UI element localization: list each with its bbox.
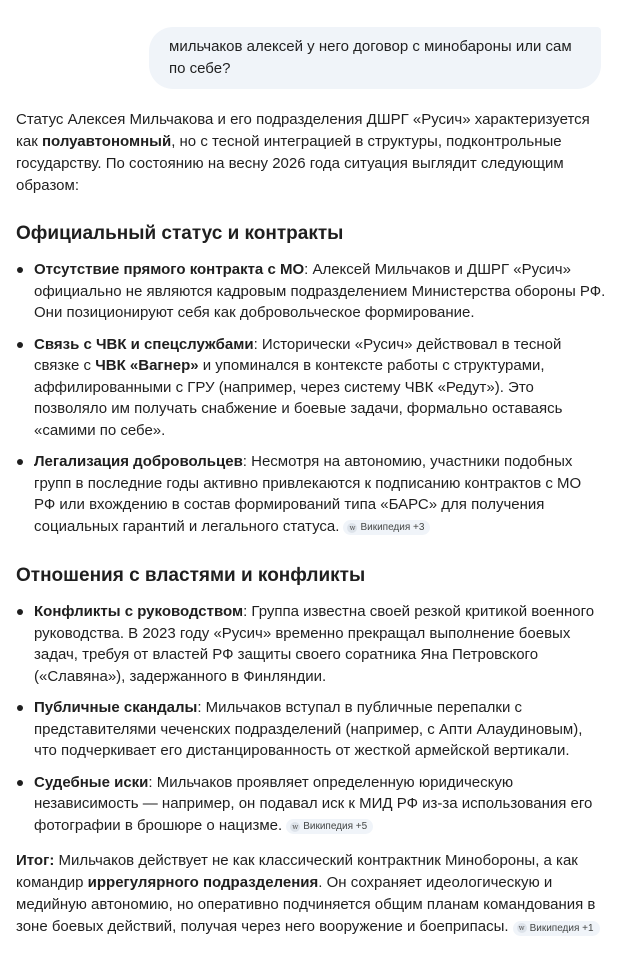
intro-text-end: , но с тесной интеграцией в структуры, подконтрольные государству. По состоянию на весну 2026 года ситуация выглядит следующим образом:	[16, 133, 564, 194]
assistant-answer	[16, 109, 606, 938]
answer-intro	[16, 109, 606, 197]
bullet-dot	[17, 609, 23, 615]
summary-bold: иррегулярного подразделения	[87, 874, 319, 891]
list-item	[16, 259, 606, 324]
list-item-title: Конфликты с руководством	[34, 603, 244, 620]
summary-text-end: . Он сохраняет идеологическую и медийную автономию, но оперативно подчиняется общим планам командования в зоне боевых действий, получая через него вооружение и боеприпасы.	[16, 874, 596, 935]
answer-summary	[16, 850, 606, 938]
list-item-title: Связь с ЧВК и спецслужбами	[34, 335, 254, 353]
section-heading-relations: Отношения с властями и конфликты	[16, 565, 366, 586]
bullet-dot	[17, 780, 23, 786]
wikipedia-icon: w	[292, 822, 299, 831]
list-item-title: Судебные иски	[34, 773, 149, 791]
list-item-text-end: и упоминался в контексте работы с структурами, аффилированными с ГРУ (например, через систему ЧВК «Редут»). Это позволяло им получать снабжение и боевые задачи, формально оставаясь «самими по себе».	[34, 357, 563, 439]
bullet-dot	[17, 267, 23, 273]
wikipedia-icon: w	[518, 924, 525, 932]
bullet-dot	[17, 342, 23, 348]
list-item	[16, 697, 606, 762]
list-item	[16, 451, 606, 537]
summary-text: Мильчаков действует не как классический контрактник Минобороны, а как командир	[16, 852, 578, 891]
user-message-bubble	[149, 27, 601, 89]
intro-text: Статус Алексея Мильчакова и его подразделения ДШРГ «Русич» характеризуется как	[16, 111, 590, 150]
list-item	[16, 772, 606, 837]
list-item	[16, 601, 606, 687]
list-item-text: : Мильчаков вступал в публичные перепалки с представителями чеченских подразделений (например, с Апти Алаудиновым), что подчеркивает его дистанцированность от жесткой армейской вертикали.	[34, 699, 583, 759]
list-item-text: : Исторически «Русич» действовал в тесной связке с	[34, 335, 562, 374]
list-item-text: : Мильчаков проявляет определенную юридическую независимость — например, он подавал иск к МИД РФ из-за использования его фотографии в брошюре о нацизме.	[34, 773, 593, 834]
section-heading-status: Официальный статус и контракты	[16, 223, 344, 244]
source-chip[interactable]	[513, 921, 600, 936]
bullet-dot	[17, 459, 23, 465]
summary-label: Итог:	[16, 852, 55, 869]
source-chip[interactable]	[286, 819, 373, 834]
list-item-title: Публичные скандалы	[34, 699, 198, 716]
intro-bold: полуавтономный	[41, 133, 172, 150]
list-item-text: : Группа известна своей резкой критикой военного руководства. В 2023 году «Русич» временно прекращал выполнение боевых задач, требуя от властей РФ защиты своего соратника Яна Петровского («Славяна»), задержанного в Финляндии.	[34, 603, 595, 685]
bullet-dot	[17, 705, 23, 711]
source-chip-label: Википедия +3	[360, 522, 425, 533]
list-item	[16, 334, 606, 442]
list-item-text: : Несмотря на автономию, участники подобных групп в последние годы активно привлекаются к подписанию контрактов с МО РФ или вхождению в состав формирований типа «БАРС» для получения социальных гарантий и легального статуса.	[34, 453, 582, 535]
list-item-text: : Алексей Мильчаков и ДШРГ «Русич» официально не являются кадровым подразделением Министерства обороны РФ. Они позиционируют себя как добровольческое формирование.	[34, 261, 606, 321]
source-chip[interactable]	[343, 520, 430, 535]
list-item-title: Легализация добровольцев	[34, 453, 243, 470]
source-chip-label: Википедия +5	[303, 821, 368, 832]
list-item-bold: ЧВК «Вагнер»	[95, 357, 199, 374]
source-chip-label: Википедия +1	[529, 922, 594, 934]
user-message-text: мильчаков алексей у него договор с минобароны или сам по себе?	[169, 38, 572, 77]
list-item-title: Отсутствие прямого контракта с МО	[34, 261, 305, 278]
wikipedia-icon: w	[349, 523, 356, 532]
